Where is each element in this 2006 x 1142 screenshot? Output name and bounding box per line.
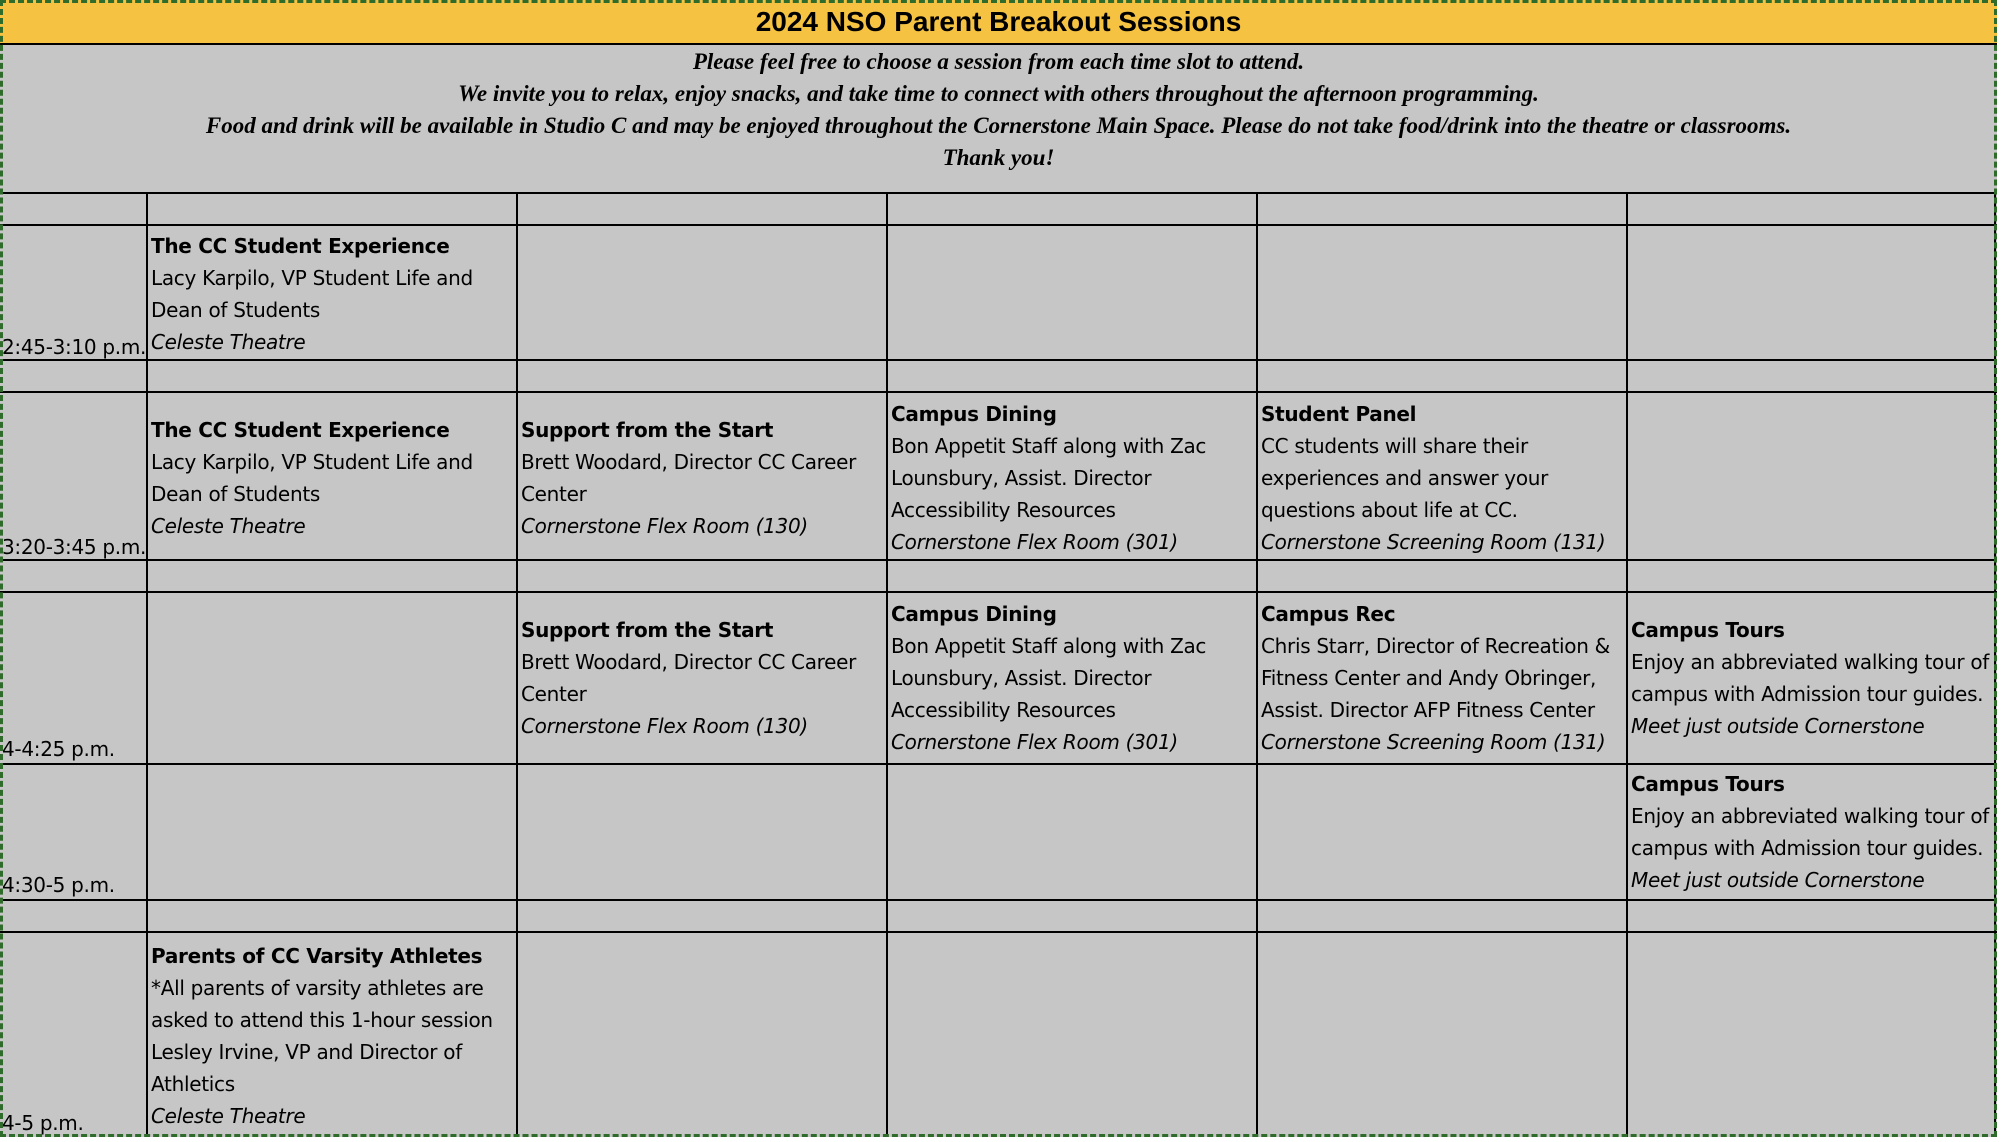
session-title: The CC Student Experience <box>151 234 450 258</box>
session-detail: Dean of Students <box>151 482 320 506</box>
session-detail: Lacy Karpilo, VP Student Life and <box>151 450 473 474</box>
sheet-title[interactable]: 2024 NSO Parent Breakout Sessions <box>0 0 1997 45</box>
session-detail: campus with Admission tour guides. <box>1631 682 1984 706</box>
row-line <box>0 192 1997 194</box>
session-location: Cornerstone Flex Room (130) <box>521 714 808 738</box>
session-detail: questions about life at CC. <box>1261 498 1518 522</box>
session-location: Celeste Theatre <box>151 1104 306 1128</box>
session-cell[interactable] <box>151 414 513 542</box>
session-title: Student Panel <box>1261 402 1417 426</box>
row-line <box>0 591 1997 593</box>
session-cell[interactable] <box>1631 614 1993 742</box>
instruction-line: Thank you! <box>942 145 1055 170</box>
session-detail: Dean of Students <box>151 298 320 322</box>
session-title: Campus Tours <box>1631 772 1785 796</box>
session-detail: CC students will share their <box>1261 434 1528 458</box>
session-location: Celeste Theatre <box>151 330 306 354</box>
session-detail: Bon Appetit Staff along with Zac <box>891 634 1207 658</box>
session-detail: Athletics <box>151 1072 235 1096</box>
row-line <box>0 224 1997 226</box>
session-detail: Lounsbury, Assist. Director <box>891 666 1152 690</box>
session-detail: Assist. Director AFP Fitness Center <box>1261 698 1595 722</box>
session-detail: Center <box>521 482 587 506</box>
time-slot-label[interactable]: 4:30-5 p.m. <box>2 873 115 897</box>
session-detail: Enjoy an abbreviated walking tour of <box>1631 650 1990 674</box>
instructions-block[interactable] <box>0 46 1997 174</box>
session-cell[interactable] <box>151 940 513 1132</box>
session-detail: Lacy Karpilo, VP Student Life and <box>151 266 473 290</box>
session-detail: Lesley Irvine, VP and Director of <box>151 1040 462 1064</box>
session-cell[interactable] <box>891 398 1253 558</box>
session-detail: asked to attend this 1-hour session <box>151 1008 493 1032</box>
session-detail: experiences and answer your <box>1261 466 1549 490</box>
column-line <box>886 192 888 1137</box>
session-cell[interactable] <box>151 230 513 358</box>
row-line <box>0 931 1997 933</box>
instruction-line: We invite you to relax, enjoy snacks, and take time to connect with others throughout the afternoon programming. <box>458 81 1539 106</box>
session-detail: Enjoy an abbreviated walking tour of <box>1631 804 1990 828</box>
session-cell[interactable] <box>1631 768 1993 896</box>
time-slot-label[interactable]: 4-5 p.m. <box>2 1111 84 1135</box>
instruction-line: Please feel free to choose a session from each time slot to attend. <box>692 49 1305 74</box>
session-title: Campus Tours <box>1631 618 1785 642</box>
row-line <box>0 899 1997 901</box>
session-cell[interactable] <box>521 414 883 542</box>
column-line <box>516 192 518 1137</box>
session-detail: Lounsbury, Assist. Director <box>891 466 1152 490</box>
session-location: Celeste Theatre <box>151 514 306 538</box>
session-detail: Fitness Center and Andy Obringer, <box>1261 666 1597 690</box>
row-line <box>0 391 1997 393</box>
session-cell[interactable] <box>891 598 1253 758</box>
session-cell[interactable] <box>1261 398 1623 558</box>
session-title: Parents of CC Varsity Athletes <box>151 944 483 968</box>
session-location: Cornerstone Flex Room (301) <box>891 530 1178 554</box>
time-slot-label[interactable]: 2:45-3:10 p.m. <box>2 335 147 359</box>
session-title: Support from the Start <box>521 618 774 642</box>
session-detail: campus with Admission tour guides. <box>1631 836 1984 860</box>
session-cell[interactable] <box>1261 598 1623 758</box>
row-line <box>0 359 1997 361</box>
session-location: Cornerstone Screening Room (131) <box>1261 730 1606 754</box>
session-cell[interactable] <box>521 614 883 742</box>
session-location: Cornerstone Flex Room (130) <box>521 514 808 538</box>
session-title: Support from the Start <box>521 418 774 442</box>
time-slot-label[interactable]: 4-4:25 p.m. <box>2 737 115 761</box>
column-line <box>1626 192 1628 1137</box>
instruction-line: Food and drink will be available in Studio C and may be enjoyed throughout the Cornerstone Main Space. Please do not take food/drink into the theatre or classrooms. <box>205 113 1792 138</box>
session-location: Meet just outside Cornerstone <box>1631 714 1925 738</box>
session-detail: Bon Appetit Staff along with Zac <box>891 434 1207 458</box>
row-line <box>0 559 1997 561</box>
column-line <box>1256 192 1258 1137</box>
session-location: Cornerstone Flex Room (301) <box>891 730 1178 754</box>
session-title: Campus Rec <box>1261 602 1396 626</box>
session-detail: *All parents of varsity athletes are <box>151 976 484 1000</box>
session-title: Campus Dining <box>891 602 1057 626</box>
time-slot-label[interactable]: 3:20-3:45 p.m. <box>2 535 147 559</box>
column-line <box>1994 192 1996 1137</box>
session-detail: Accessibility Resources <box>891 498 1116 522</box>
session-location: Cornerstone Screening Room (131) <box>1261 530 1606 554</box>
row-line <box>0 763 1997 765</box>
session-detail: Brett Woodard, Director CC Career <box>521 450 857 474</box>
session-location: Meet just outside Cornerstone <box>1631 868 1925 892</box>
session-detail: Center <box>521 682 587 706</box>
session-title: The CC Student Experience <box>151 418 450 442</box>
session-detail: Brett Woodard, Director CC Career <box>521 650 857 674</box>
session-detail: Chris Starr, Director of Recreation & <box>1261 634 1610 658</box>
session-title: Campus Dining <box>891 402 1057 426</box>
session-detail: Accessibility Resources <box>891 698 1116 722</box>
